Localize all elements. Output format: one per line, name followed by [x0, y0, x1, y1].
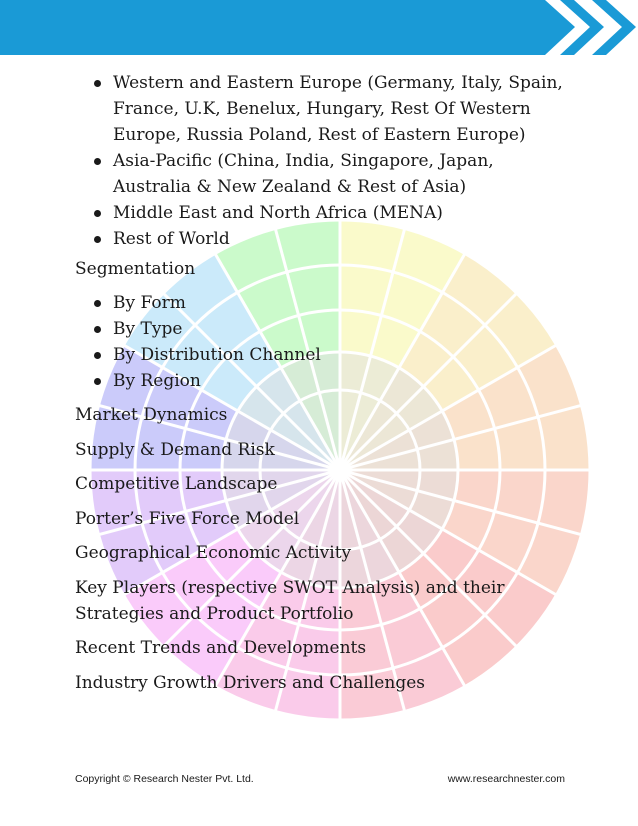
section-recent-trends: Recent Trends and Developments [75, 638, 367, 658]
bullet-icon [94, 326, 101, 333]
list-item: By Type [75, 316, 575, 342]
section-supply-demand-risk: Supply & Demand Risk [75, 439, 275, 460]
bullet-icon [94, 236, 101, 243]
footer-website: www.researchnester.com [447, 773, 565, 785]
footer-copyright: Copyright © Research Nester Pvt. Ltd. [75, 773, 254, 785]
list-item: Rest of World [75, 226, 575, 252]
section-geographical-economic-activity: Geographical Economic Activity [75, 543, 352, 563]
list-item: Western and Eastern Europe (Germany, Italy, Spain, France, U.K, Benelux, Hungary, Rest Of Western Europe, Russia Poland, Rest of Eastern Europe) [75, 70, 575, 148]
list-item: By Distribution Channel [75, 342, 575, 368]
bullet-icon [94, 352, 101, 359]
section-key-players: Key Players (respective SWOT Analysis) and their Strategies and Product Portfolio [75, 577, 505, 624]
segmentation-heading: Segmentation [75, 259, 196, 279]
segmentation-list [75, 290, 575, 394]
bullet-icon [94, 80, 101, 87]
bullet-icon [94, 300, 101, 307]
region-list [75, 70, 575, 252]
list-item: By Form [75, 290, 575, 316]
section-competitive-landscape: Competitive Landscape [75, 474, 278, 494]
document-body [75, 70, 575, 704]
list-item: Middle East and North Africa (MENA) [75, 200, 575, 226]
bullet-icon [94, 210, 101, 217]
bullet-icon [94, 158, 101, 165]
section-growth-drivers: Industry Growth Drivers and Challenges [75, 672, 425, 693]
list-item: By Region [75, 368, 575, 394]
section-market-dynamics: Market Dynamics [75, 405, 228, 425]
list-item: Asia-Pacific (China, India, Singapore, Japan, Australia & New Zealand & Rest of Asia) [75, 148, 575, 200]
page-footer [75, 773, 565, 789]
section-porters-five-force: Porter’s Five Force Model [75, 508, 300, 529]
bullet-icon [94, 378, 101, 385]
header-bar [0, 0, 638, 55]
